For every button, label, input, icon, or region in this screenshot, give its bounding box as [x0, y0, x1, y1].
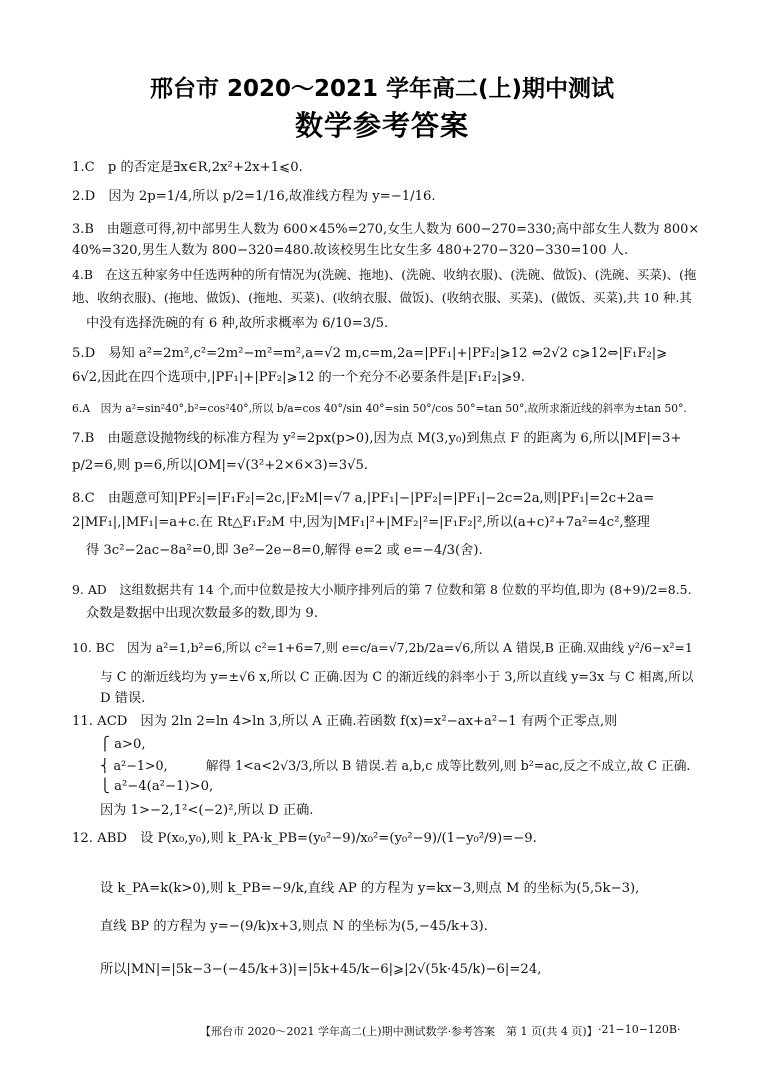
answer-line: ⎩ a²−4(a²−1)>0, [100, 779, 214, 794]
answer-line: p/2=6,则 p=6,所以|OM|=√(3²+2×6×3)=3√5. [72, 458, 369, 473]
answer-line: 3.B 由题意可得,初中部男生人数为 600×45%=270,女生人数为 600−270=330;高中部女生人数为 800× [72, 222, 700, 237]
answer-line: 所以|MN|=|5k−3−(−45/k+3)|=|5k+45/k−6|⩾|2√(5k·45/k)−6|=24, [100, 962, 542, 977]
answer-line: 众数是数据中出现次数最多的数,即为 9. [86, 606, 318, 621]
answer-line: 6.A 因为 a²=sin²40°,b²=cos²40°,所以 b/a=cos 40°/sin 40°=sin 50°/cos 50°=tan 50°,故所求渐近线的斜率为±tan 50°. [72, 402, 687, 415]
answer-line: D 错误. [100, 691, 146, 706]
answer-line: ⎧ a>0, [100, 737, 146, 752]
answer-line: 5.D 易知 a²=2m²,c²=2m²−m²=m²,a=√2 m,c=m,2a=|PF₁|+|PF₂|⩾12 ⇔2√2 c⩾12⇔|F₁F₂|⩾ [72, 346, 668, 361]
answer-line: 与 C 的渐近线均为 y=±√6 x,所以 C 正确.因为 C 的渐近线的斜率小于 3,所以直线 y=3x 与 C 相离,所以 [100, 669, 694, 684]
answer-line: 中没有选择洗碗的有 6 种,故所求概率为 6/10=3/5. [86, 316, 389, 331]
answer-line: 6√2,因此在四个选项中,|PF₁|+|PF₂|⩾12 的一个充分不必要条件是|F₁F₂|⩾9. [72, 370, 525, 385]
exam-title: 邢台市 2020～2021 学年高二(上)期中测试 [149, 76, 615, 102]
answer-line: ⎨ a²−1>0, 解得 1<a<2√3/3,所以 B 错误.若 a,b,c 成等比数列,则 b²=ac,反之不成立,故 C 正确. [100, 758, 691, 773]
doc-code: ·21−10−120B· [598, 1023, 681, 1036]
answer-line: 10. BC 因为 a²=1,b²=6,所以 c²=1+6=7,则 e=c/a=√7,2b/2a=√6,所以 A 错误,B 正确.双曲线 y²/6−x²=1 [72, 640, 693, 655]
page-footer: 【邢台市 2020～2021 学年高二(上)期中测试数学·参考答案 第 1 页(共 4 页)】 [200, 1025, 598, 1038]
answer-line: 因为 1>−2,1²<(−2)²,所以 D 正确. [100, 803, 314, 818]
answer-line: 9. AD 这组数据共有 14 个,而中位数是按大小顺序排列后的第 7 位数和第 8 位数的平均值,即为 (8+9)/2=8.5. [72, 582, 692, 597]
answer-line: 2.D 因为 2p=1/4,所以 p/2=1/16,故准线方程为 y=−1/16. [72, 189, 436, 204]
answer-line: 12. ABD 设 P(x₀,y₀),则 k_PA·k_PB=(y₀²−9)/x₀²=(y₀²−9)/(1−y₀²/9)=−9. [72, 831, 537, 846]
answer-line: 2|MF₁|,|MF₁|=a+c.在 Rt△F₁F₂M 中,因为|MF₁|²+|MF₂|²=|F₁F₂|²,所以(a+c)²+7a²=4c²,整理 [72, 515, 650, 530]
answer-line: 40%=320,男生人数为 800−320=480.故该校男生比女生多 480+270−320−330=100 人. [72, 243, 629, 258]
answer-line: 7.B 由题意设抛物线的标准方程为 y²=2px(p>0),因为点 M(3,y₀)到焦点 F 的距离为 6,所以|MF|=3+ [72, 431, 682, 446]
answer-line: 4.B 在这五种家务中任选两种的所有情况为(洗碗、拖地)、(洗碗、收纳衣服)、(洗碗、做饭)、(洗碗、买菜)、(拖 [72, 267, 697, 282]
answer-line: 得 3c²−2ac−8a²=0,即 3e²−2e−8=0,解得 e=2 或 e=−4/3(舍). [86, 543, 483, 558]
answer-line: 地、收纳衣服)、(拖地、做饭)、(拖地、买菜)、(收纳衣服、做饭)、(收纳衣服、买菜)、(做饭、买菜),共 10 种.其 [72, 290, 692, 305]
answer-line: 1.C p 的否定是∃x∈R,2x²+2x+1⩽0. [72, 160, 303, 175]
answer-key-title: 数学参考答案 [294, 109, 469, 142]
answer-line: 11. ACD 因为 2ln 2=ln 4>ln 3,所以 A 正确.若函数 f(x)=x²−ax+a²−1 有两个正零点,则 [72, 714, 618, 729]
answer-line: 设 k_PA=k(k>0),则 k_PB=−9/k,直线 AP 的方程为 y=kx−3,则点 M 的坐标为(5,5k−3), [100, 881, 640, 896]
answer-line: 8.C 由题意可知|PF₂|=|F₁F₂|=2c,|F₂M|=√7 a,|PF₁|−|PF₂|=|PF₁|−2c=2a,则|PF₁|=2c+2a= [72, 491, 655, 506]
answer-line: 直线 BP 的方程为 y=−(9/k)x+3,则点 N 的坐标为(5,−45/k+3). [100, 919, 488, 934]
